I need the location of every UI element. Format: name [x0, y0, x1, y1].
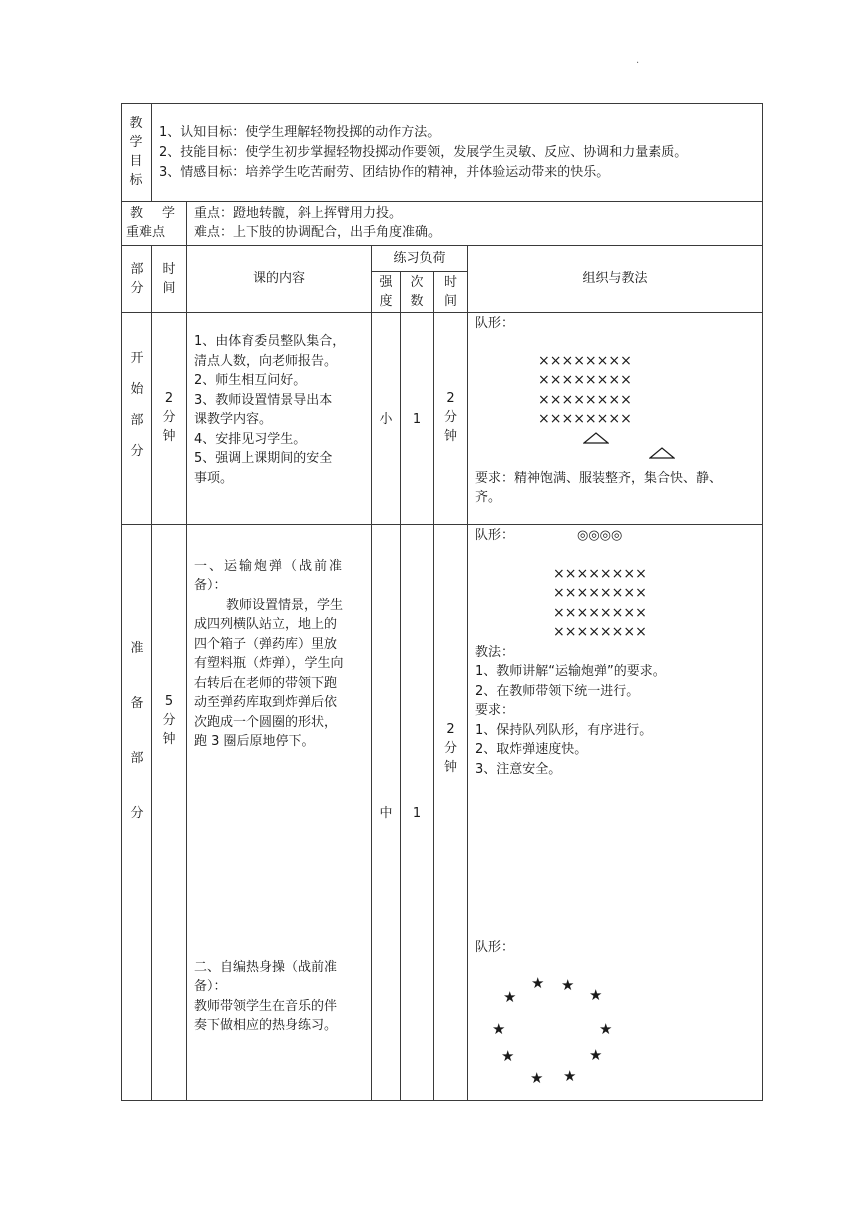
formation-row: ××××××××: [538, 372, 632, 388]
content-line: 右转后在老师的带领下跑: [194, 676, 338, 691]
content-line: 动至弹药库取到炸弹后依: [194, 695, 338, 710]
prep-section-intensity: 中: [379, 806, 393, 821]
content-line: 成四列横队站立，地上的: [194, 617, 338, 632]
key-point-item: 重点：蹬地转髋，斜上挥臂用力投。: [194, 206, 403, 221]
header-dot: ·: [636, 58, 640, 69]
ammo-boxes: ◎◎◎◎: [577, 528, 623, 543]
start-section-time: 2 分 钟: [162, 391, 176, 444]
grid-line: [186, 245, 187, 1101]
content-line: 3、教师设置情景导出本: [194, 393, 333, 408]
formation-label: 队形：: [475, 316, 515, 331]
content-line: 次跑成一个圆圈的形状，: [194, 715, 338, 730]
start-section-intensity: 小: [379, 412, 393, 427]
column-header-part: 部 分: [130, 262, 144, 296]
column-header-method: 组织与教法: [582, 271, 648, 286]
student-star-icon: ★: [563, 1067, 577, 1085]
teacher-triangle-icon: [583, 432, 609, 444]
student-star-icon: ★: [503, 988, 517, 1006]
student-star-icon: ★: [531, 974, 545, 992]
requirement-line: 齐。: [475, 490, 502, 505]
grid-line: [467, 245, 468, 1101]
content-line: 四个箱子（弹药库）里放: [194, 637, 338, 652]
grid-line: [121, 524, 763, 525]
grid-line: [121, 1100, 763, 1101]
column-header-load-time: 时 间: [443, 275, 457, 309]
student-star-icon: ★: [589, 986, 603, 1004]
student-star-icon: ★: [589, 1046, 603, 1064]
prep-section-time: 5 分 钟: [162, 694, 176, 747]
start-section-count: 1: [412, 412, 422, 427]
grid-line: [151, 245, 152, 1101]
content-line: 事项。: [194, 471, 234, 486]
content-line: 二、自编热身操（战前准: [194, 960, 338, 975]
column-header-content: 课的内容: [252, 271, 305, 286]
content-line: 2、师生相互问好。: [194, 373, 307, 388]
formation-row: ××××××××: [538, 411, 632, 427]
method-line: 1、教师讲解“运输炮弹”的要求。: [475, 664, 666, 679]
teacher-triangle-icon: [649, 447, 675, 459]
content-line: 有塑料瓶（炸弹），学生向: [194, 656, 344, 671]
content-line: 备）：: [194, 578, 227, 593]
formation-row: ××××××××: [553, 585, 647, 601]
grid-line: [151, 103, 152, 201]
grid-line: [371, 245, 372, 1101]
content-line: 4、安排见习学生。: [194, 432, 307, 447]
grid-line: [371, 271, 467, 272]
formation-row: ××××××××: [538, 392, 632, 408]
formation-row: ××××××××: [538, 353, 632, 369]
key-point-item: 难点：上下肢的协调配合，出手角度准确。: [194, 225, 442, 240]
grid-line: [121, 312, 763, 313]
objectives-label: 教 学 目 标: [129, 116, 143, 188]
method-line: 教法：: [475, 645, 515, 660]
column-header-load: 练习负荷: [393, 251, 446, 266]
requirement-line: 要求：精神饱满、服装整齐，集合快、静、: [475, 471, 723, 486]
grid-line: [400, 271, 401, 1101]
formation-row: ××××××××: [553, 566, 647, 582]
content-line: 教师设置情景，学生: [226, 598, 344, 613]
formation-row: ××××××××: [553, 605, 647, 621]
content-line: 备）：: [194, 979, 227, 994]
objective-item: 3、情感目标：培养学生吃苦耐劳、团结协作的精神，并体验运动带来的快乐。: [159, 165, 610, 180]
key-points-label-line2: 重难点: [126, 225, 166, 240]
method-line: 3、注意安全。: [475, 762, 562, 777]
student-star-icon: ★: [501, 1047, 515, 1065]
column-header-time: 时 间: [162, 262, 176, 296]
method-line: 要求：: [475, 703, 515, 718]
objective-item: 2、技能目标：使学生初步掌握轻物投掷动作要领，发展学生灵敏、反应、协调和力量素质。: [159, 145, 688, 160]
key-points-label-char: 学: [162, 206, 176, 221]
student-star-icon: ★: [561, 976, 575, 994]
formation-label: 队形：: [475, 940, 515, 955]
formation-label: 队形：: [475, 528, 515, 543]
grid-line: [186, 201, 187, 245]
grid-line: [762, 103, 763, 1101]
grid-line: [121, 245, 763, 246]
prep-section-part: 准 备 部 分: [130, 641, 144, 821]
student-star-icon: ★: [530, 1069, 544, 1087]
content-line: 教师带领学生在音乐的伴: [194, 999, 338, 1014]
content-line: 5、强调上课期间的安全: [194, 451, 333, 466]
formation-row: ××××××××: [553, 624, 647, 640]
column-header-intensity: 强 度: [379, 275, 393, 309]
prep-section-count: 1: [412, 806, 422, 821]
content-line: 1、由体育委员整队集合，: [194, 334, 346, 349]
content-line: 清点人数，向老师报告。: [194, 354, 338, 369]
grid-line: [121, 103, 763, 104]
method-line: 1、保持队列队形，有序进行。: [475, 723, 653, 738]
content-line: 一、运输炮弹（战前准: [194, 559, 345, 574]
method-line: 2、取炸弹速度快。: [475, 742, 588, 757]
method-line: 2、在教师带领下统一进行。: [475, 684, 640, 699]
key-points-label-char: 教: [130, 206, 144, 221]
grid-line: [121, 201, 763, 202]
content-line: 奏下做相应的热身练习。: [194, 1018, 338, 1033]
start-section-load-time: 2 分 钟: [443, 391, 457, 444]
column-header-count: 次 数: [410, 275, 424, 309]
content-line: 课教学内容。: [194, 412, 273, 427]
content-line: 跑 3 圈后原地停下。: [194, 734, 315, 749]
student-star-icon: ★: [599, 1020, 613, 1038]
grid-line: [121, 103, 122, 1101]
student-star-icon: ★: [492, 1020, 506, 1038]
prep-section-load-time: 2 分 钟: [443, 722, 457, 775]
objective-item: 1、认知目标：使学生理解轻物投掷的动作方法。: [159, 125, 441, 140]
start-section-part: 开 始 部 分: [130, 351, 144, 459]
